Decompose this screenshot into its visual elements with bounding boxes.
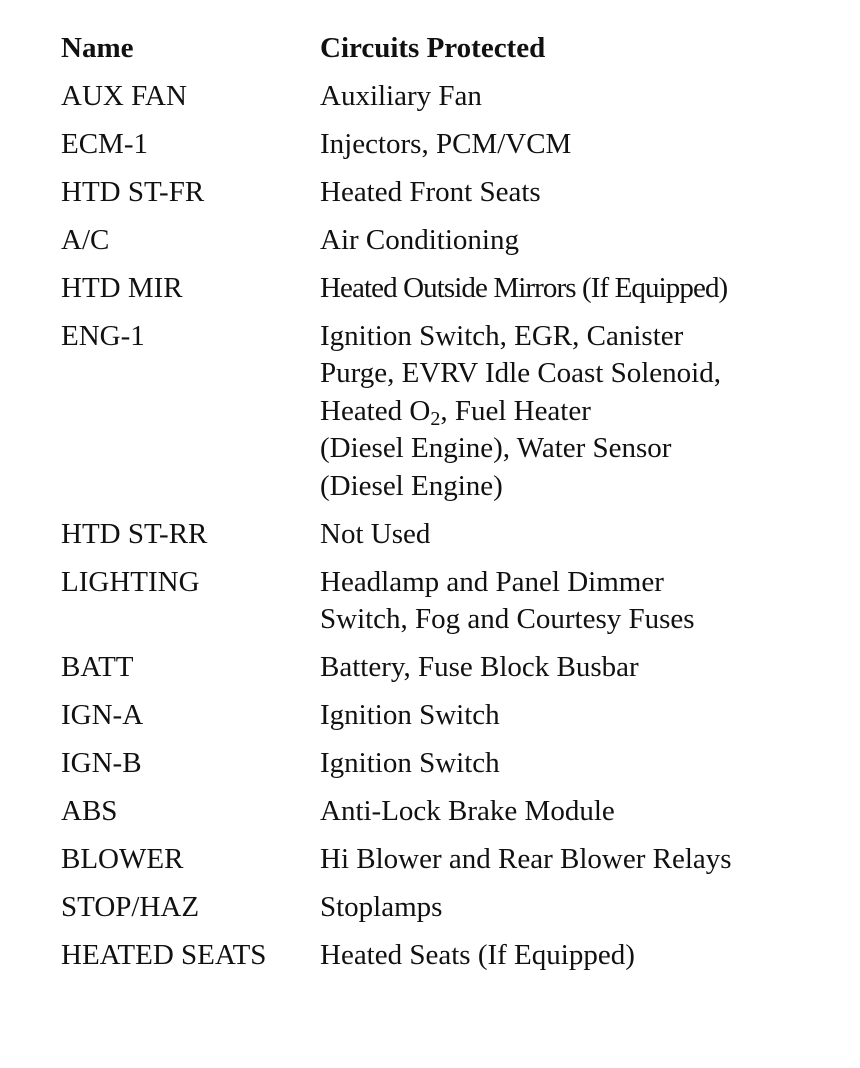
circuit-line: Auxiliary Fan xyxy=(320,79,482,112)
table-row xyxy=(61,564,841,650)
circuit-line: Stoplamps xyxy=(320,891,443,923)
circuit-line: Air Conditioning xyxy=(320,223,519,256)
circuit-line: Heated Front Seats xyxy=(320,175,541,208)
fuse-name-cell: BATT xyxy=(61,651,134,683)
table-row xyxy=(61,126,841,174)
circuit-line: Anti-Lock Brake Module xyxy=(320,795,615,827)
table-row xyxy=(61,174,841,222)
subscript-text: 2 xyxy=(430,407,441,430)
circuits-protected-cell xyxy=(320,649,841,697)
circuit-line: Switch, Fog and Courtesy Fuses xyxy=(320,603,695,635)
fuse-name-cell: AUX FAN xyxy=(61,79,187,112)
fuse-name-cell: ENG-1 xyxy=(61,319,145,352)
circuits-protected-cell xyxy=(320,126,841,174)
circuits-protected-cell xyxy=(320,318,841,516)
circuit-line: (Diesel Engine), Water Sensor xyxy=(320,432,672,464)
circuit-line: Ignition Switch xyxy=(320,747,500,779)
circuit-line xyxy=(320,393,841,431)
circuit-line: Heated Seats (If Equipped) xyxy=(320,939,635,971)
fuse-name-cell: HEATED SEATS xyxy=(61,939,267,971)
table-row xyxy=(61,78,841,126)
fuse-table-header xyxy=(61,30,841,78)
circuit-line: Battery, Fuse Block Busbar xyxy=(320,651,639,683)
circuit-line: Purge, EVRV Idle Coast Solenoid, xyxy=(320,357,721,389)
circuit-text: , Fuel Heater xyxy=(440,394,591,427)
circuit-line: Heated Outside Mirrors (If Equipped) xyxy=(320,271,728,304)
fuse-name-cell: HTD ST-FR xyxy=(61,175,205,208)
circuit-line: Injectors, PCM/VCM xyxy=(320,127,572,160)
table-row xyxy=(61,516,841,564)
circuit-line: (Diesel Engine) xyxy=(320,469,503,502)
fuse-name-cell: HTD MIR xyxy=(61,271,183,304)
circuits-column-header: Circuits Protected xyxy=(320,32,546,64)
fuse-name-cell: ECM-1 xyxy=(61,127,148,160)
fuse-table-body xyxy=(61,78,841,986)
circuits-protected-cell xyxy=(320,564,841,650)
circuit-text: Heated O xyxy=(320,394,431,427)
fuse-name-cell: LIGHTING xyxy=(61,565,200,598)
table-row xyxy=(61,889,841,937)
fuse-name-cell: STOP/HAZ xyxy=(61,891,200,923)
circuits-protected-cell xyxy=(320,222,841,270)
circuits-protected-cell xyxy=(320,937,841,985)
circuit-line: Hi Blower and Rear Blower Relays xyxy=(320,843,732,875)
table-row xyxy=(61,318,841,516)
circuits-protected-cell xyxy=(320,745,841,793)
fuse-name-cell: HTD ST-RR xyxy=(61,517,208,550)
table-row xyxy=(61,793,841,841)
circuits-protected-cell xyxy=(320,78,841,126)
circuits-protected-cell xyxy=(320,174,841,222)
fuse-name-cell: IGN-A xyxy=(61,699,144,731)
circuits-protected-cell xyxy=(320,697,841,745)
table-row xyxy=(61,841,841,889)
table-row xyxy=(61,649,841,697)
fuse-name-cell: ABS xyxy=(61,795,118,827)
header-row xyxy=(61,30,841,78)
table-row xyxy=(61,222,841,270)
circuit-line: Ignition Switch, EGR, Canister xyxy=(320,319,684,352)
table-row xyxy=(61,745,841,793)
table-row xyxy=(61,697,841,745)
circuits-protected-cell xyxy=(320,889,841,937)
circuits-protected-cell xyxy=(320,516,841,564)
circuit-line: Ignition Switch xyxy=(320,699,500,731)
fuse-table xyxy=(61,30,841,985)
fuse-name-cell: BLOWER xyxy=(61,843,184,875)
circuits-protected-cell xyxy=(320,841,841,889)
name-column-header: Name xyxy=(61,32,134,64)
fuse-name-cell: IGN-B xyxy=(61,747,142,779)
circuit-line: Not Used xyxy=(320,517,431,550)
table-row xyxy=(61,270,841,318)
circuit-line: Headlamp and Panel Dimmer xyxy=(320,565,664,598)
circuits-protected-cell xyxy=(320,793,841,841)
table-row xyxy=(61,937,841,985)
fuse-name-cell: A/C xyxy=(61,223,110,256)
circuits-protected-cell xyxy=(320,270,841,318)
